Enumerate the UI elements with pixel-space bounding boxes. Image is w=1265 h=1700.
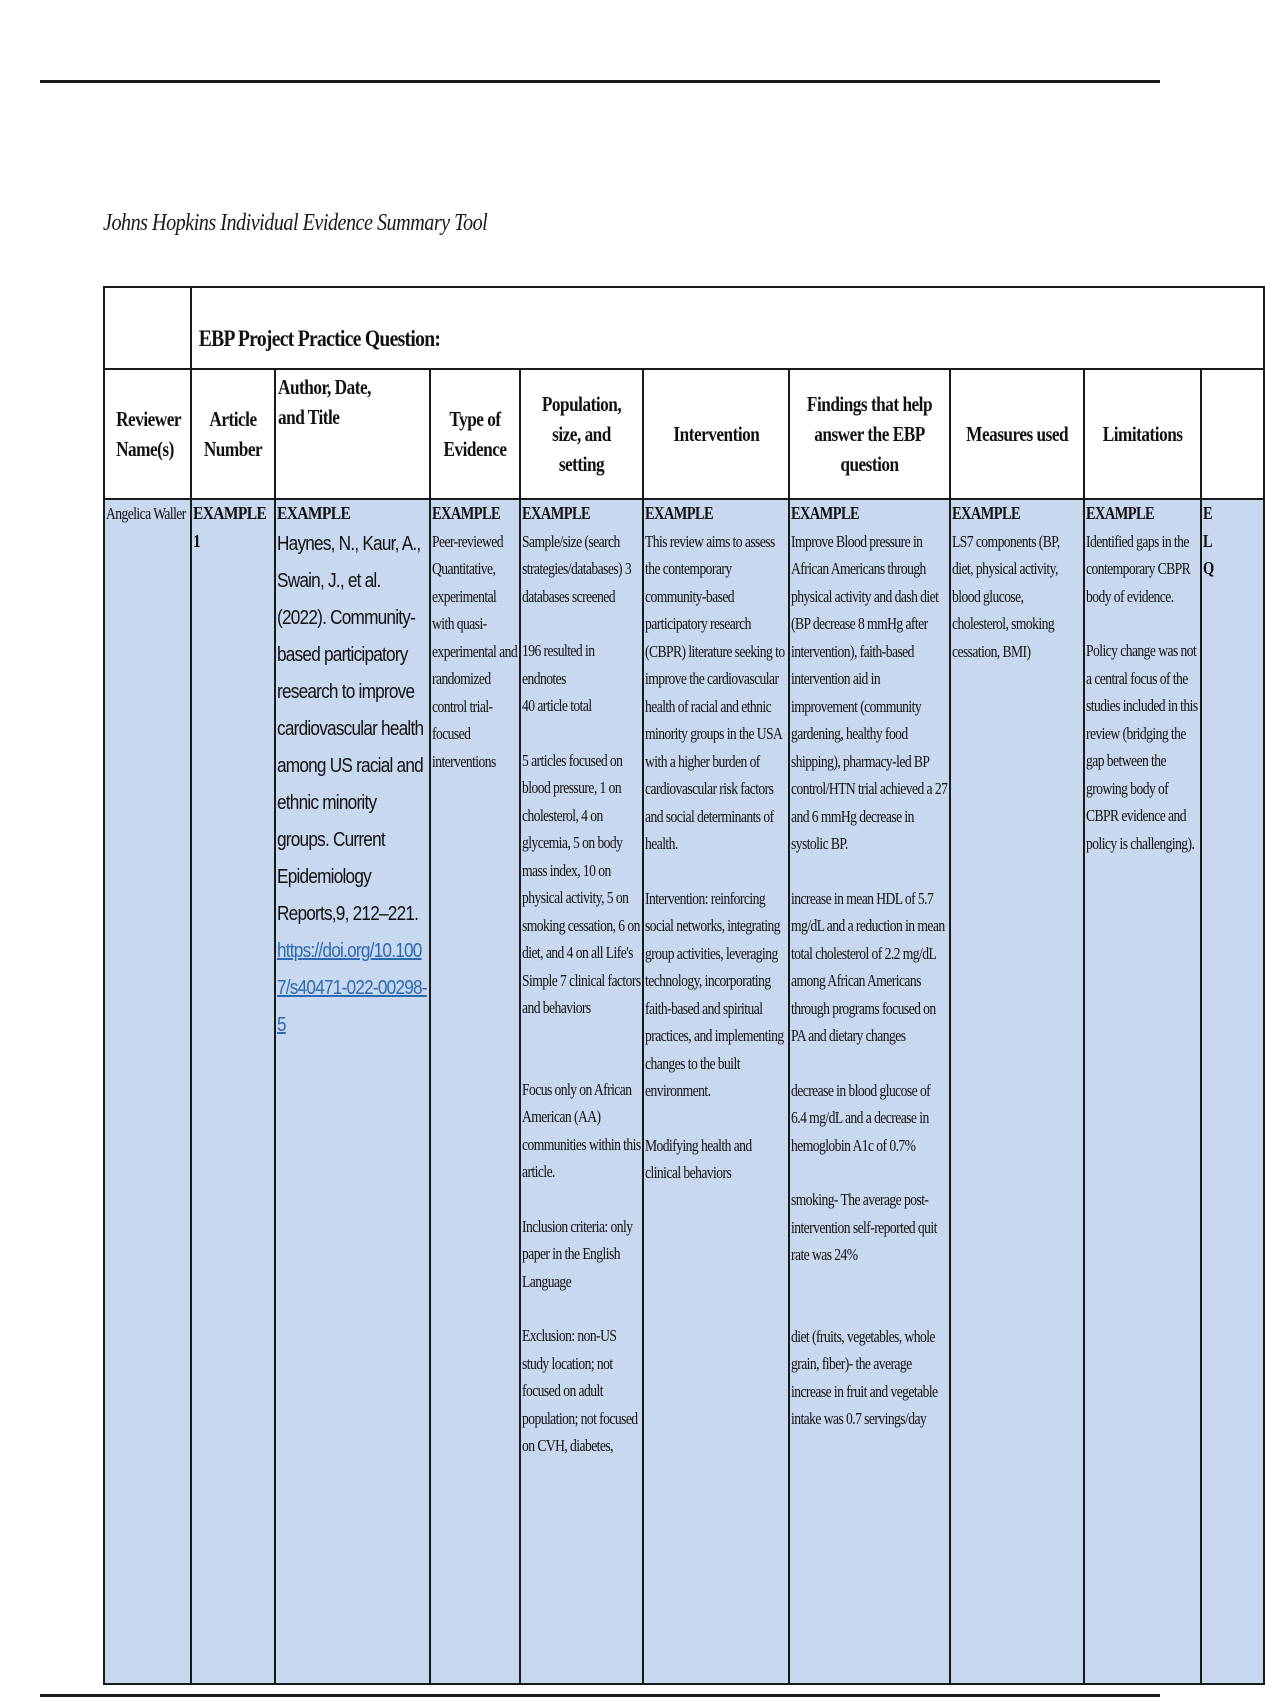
cell-extra[interactable] bbox=[1201, 499, 1264, 1684]
header-population: Population, size, and setting bbox=[520, 369, 643, 499]
limitation-item: Identified gaps in the contemporary CBPR body of evidence. bbox=[1086, 531, 1191, 606]
footer-rule bbox=[40, 1694, 1160, 1697]
intervention-item: Intervention: reinforcing social networks, integrating group activities, leveraging technology, incorporating faith-based and spiritual practices, and implementing changes to the built environment. bbox=[645, 888, 784, 1100]
header-rule bbox=[40, 80, 1160, 83]
evidence-type: Peer-reviewed Quantitative, experimental with quasi-experimental and randomized control trial-focused interventions bbox=[432, 531, 518, 771]
population-item: 5 articles focused on blood pressure, 1 on cholesterol, 4 on glycemia, 5 on body mass index, 10 on physical activity, 5 on smoking cessation, 6 on diet, and 4 on all Life's Simple 7 clinical factors and behaviors bbox=[522, 750, 641, 1017]
evidence-summary-table bbox=[103, 286, 1214, 1680]
finding-item: diet (fruits, vegetables, whole grain, fiber)- the average increase in fruit and vegetable intake was 0.7 servings/day bbox=[791, 1326, 938, 1428]
example-label: EXAMPLE bbox=[645, 503, 714, 523]
practice-question-label: EBP Project Practice Question: bbox=[198, 326, 441, 351]
population-item: Sample/size (search strategies/databases) 3 databases screened bbox=[522, 531, 632, 606]
measures-text: LS7 components (BP, diet, physical activity, blood glucose, cholesterol, smoking cessation, BMI) bbox=[952, 531, 1060, 661]
cell-population[interactable] bbox=[520, 499, 643, 1684]
example-label: EXAMPLE bbox=[952, 503, 1021, 523]
header-limitations: Limitations bbox=[1084, 369, 1201, 499]
cell-measures[interactable] bbox=[950, 499, 1084, 1684]
finding-item: increase in mean HDL of 5.7 mg/dL and a reduction in mean total cholesterol of 2.2 mg/dL among African Americans through programs focused on PA and dietary changes bbox=[791, 888, 945, 1045]
header-article: Article Number bbox=[191, 369, 275, 499]
header-type: Type of Evidence bbox=[430, 369, 520, 499]
cell-reviewer[interactable] bbox=[104, 499, 191, 1684]
population-item: Inclusion criteria: only paper in the English Language bbox=[522, 1216, 633, 1291]
question-blank-cell bbox=[104, 287, 191, 369]
header-extra bbox=[1201, 369, 1264, 499]
example-label: EXAMPLE bbox=[277, 503, 351, 523]
example-label: EXAMPLE bbox=[522, 503, 591, 523]
doi-link[interactable]: https://doi.org/10.1007/s40471-022-00298-5 bbox=[277, 940, 427, 1036]
population-item: Exclusion: non-US study location; not focused on adult population; not focused on CVH, diabetes, bbox=[522, 1326, 638, 1455]
example-label: EXAMPLE bbox=[432, 503, 501, 523]
practice-question-cell[interactable] bbox=[191, 287, 1264, 369]
extra-cut-text: E L Q bbox=[1203, 503, 1214, 578]
example-label: EXAMPLE bbox=[791, 503, 860, 523]
example-label: EXAMPLE bbox=[1086, 503, 1155, 523]
author-citation: Haynes, N., Kaur, A., Swain, J., et al. (2022). Community-based participatory research to improve cardiovascular health among US racial and ethnic minority groups. Current Epidemiology Reports,9, 212–221. bbox=[277, 533, 424, 925]
intervention-item: Modifying health and clinical behaviors bbox=[645, 1135, 752, 1182]
document-title: Johns Hopkins Individual Evidence Summary Tool bbox=[103, 210, 488, 236]
population-item: 40 article total bbox=[522, 696, 592, 715]
finding-item: decrease in blood glucose of 6.4 mg/dL and a decrease in hemoglobin A1c of 0.7% bbox=[791, 1080, 931, 1155]
population-item: 196 resulted in endnotes bbox=[522, 641, 595, 688]
intervention-item: This review aims to assess the contemporary community-based participatory research (CBPR) literature seeking to improve the cardiovascular health of racial and ethnic minority groups in the USA with a higher burden of cardiovascular risk factors and social determinants of health. bbox=[645, 531, 785, 853]
header-findings: Findings that help answer the EBP question bbox=[789, 369, 950, 499]
cell-limitations[interactable] bbox=[1084, 499, 1201, 1684]
population-item: Focus only on African American (AA) communities within this article. bbox=[522, 1079, 641, 1181]
header-intervention: Intervention bbox=[643, 369, 789, 499]
header-reviewer: Reviewer Name(s) bbox=[104, 369, 191, 499]
article-number: EXAMPLE 1 bbox=[193, 503, 267, 551]
header-author: Author, Date, and Title bbox=[275, 369, 430, 499]
header-measures: Measures used bbox=[950, 369, 1084, 499]
cell-findings[interactable] bbox=[789, 499, 950, 1684]
finding-item: Improve Blood pressure in African Americans through physical activity and dash diet (BP decrease 8 mmHg after intervention), faith-based intervention aid in improvement (community gardening, healthy food shipping), pharmacy-led BP control/HTN trial achieved a 27 and 6 mmHg decrease in systolic BP. bbox=[791, 531, 948, 853]
finding-item: smoking- The average post-intervention self-reported quit rate was 24% bbox=[791, 1190, 937, 1264]
cell-intervention[interactable] bbox=[643, 499, 789, 1684]
cell-author[interactable] bbox=[275, 499, 430, 1684]
cell-type[interactable] bbox=[430, 499, 520, 1684]
cell-article[interactable] bbox=[191, 499, 275, 1684]
reviewer-name: Angelica Waller bbox=[106, 504, 186, 523]
limitation-item: Policy change was not a central focus of the studies included in this review (bridging the gap between the growing body of CBPR evidence and policy is challenging). bbox=[1086, 641, 1198, 853]
